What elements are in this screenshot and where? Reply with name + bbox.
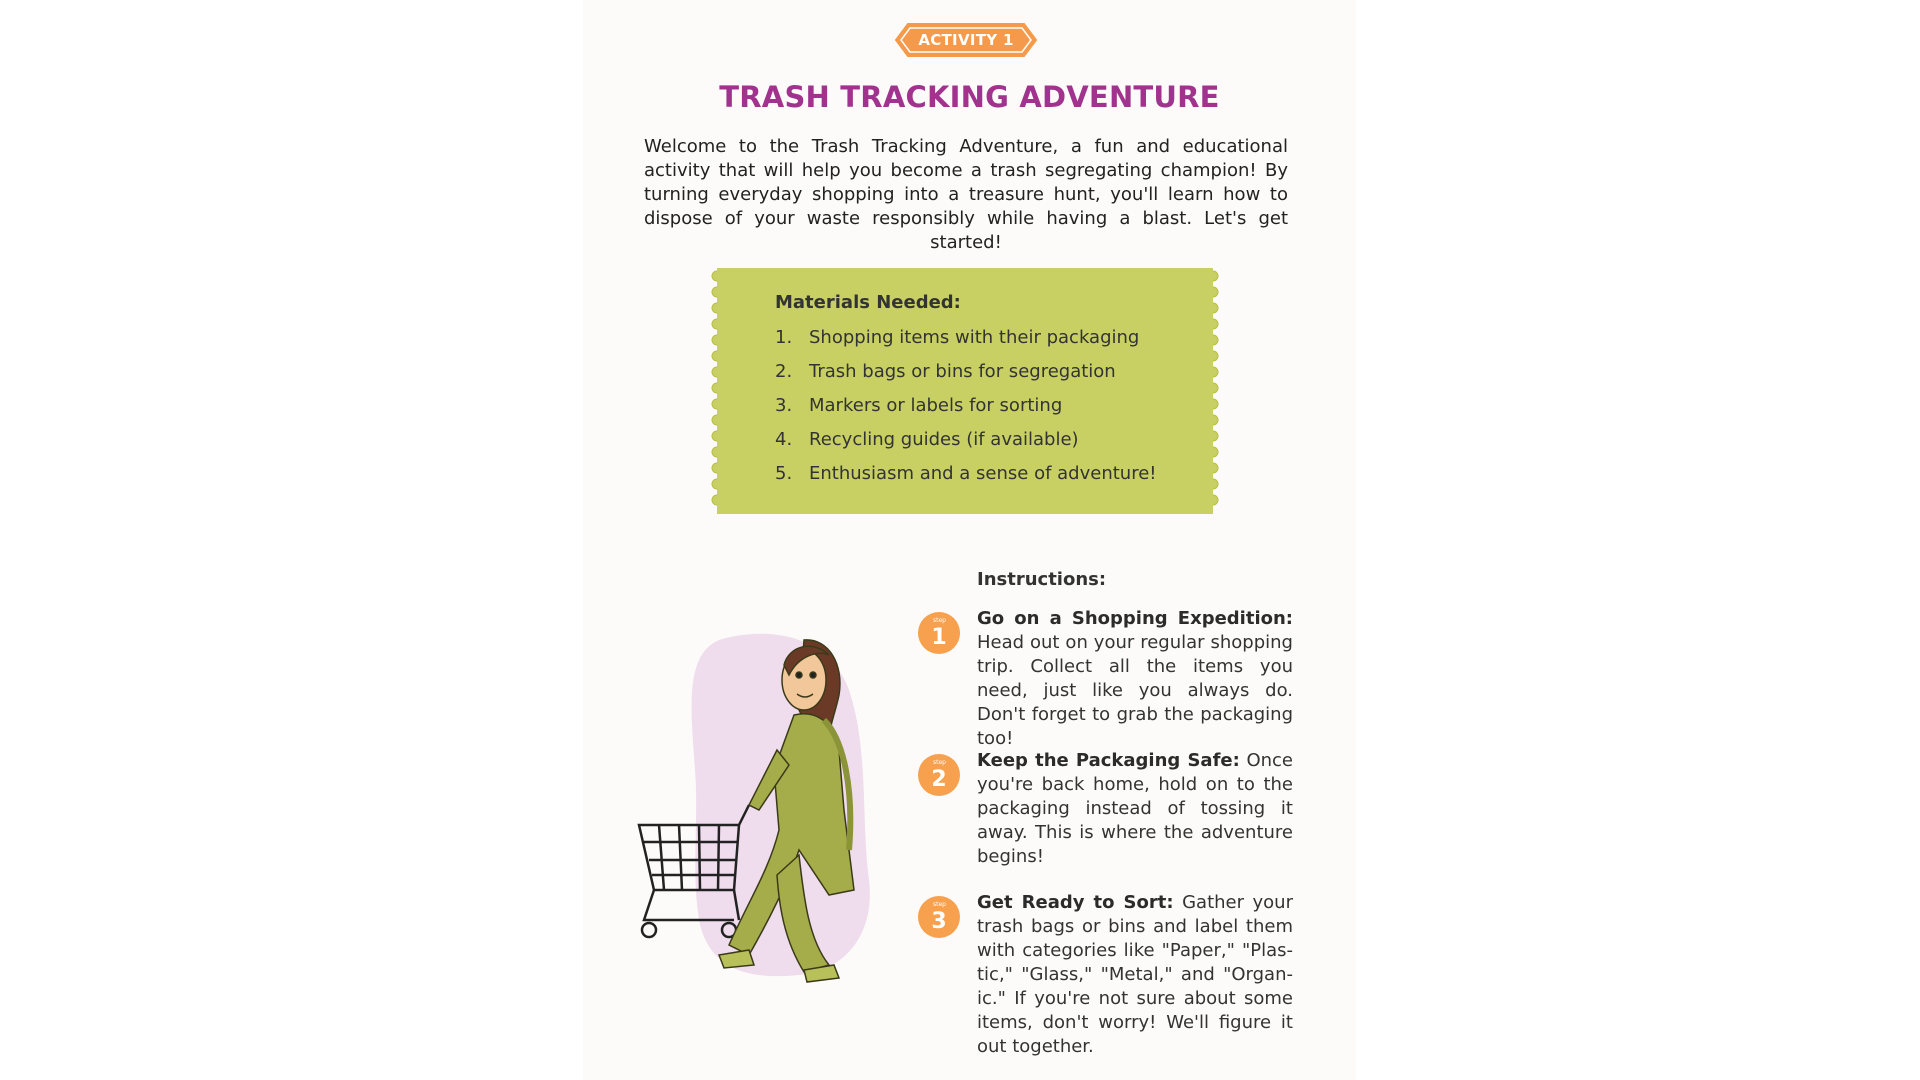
list-item: [775, 360, 1157, 394]
step-number-icon: [917, 753, 961, 797]
list-number: 3.: [775, 395, 793, 416]
list-text: Markers or labels for sorting: [809, 395, 1063, 416]
list-text: Trash bags or bins for segregation: [809, 361, 1116, 382]
list-number: 1.: [775, 327, 793, 348]
step-tag: step: [933, 759, 946, 766]
materials-panel: [711, 268, 1219, 514]
step-title: Go on a Shopping Expedition:: [977, 608, 1293, 629]
step-title: Get Ready to Sort:: [977, 892, 1174, 913]
step-body: Gather your trash bags or bins and label them with categories like "Paper," "Plas-tic," "Glass," "Metal," and "Organ-ic." If you're not sure about some items, don't worry! We'll figure it out together.: [977, 892, 1293, 1057]
woman-with-shopping-cart-illustration: [599, 620, 899, 1000]
step-number: 3: [931, 909, 947, 934]
list-number: 2.: [775, 361, 793, 382]
list-item: [775, 326, 1157, 360]
list-number: 4.: [775, 429, 793, 450]
list-text: Shopping items with their packaging: [809, 327, 1140, 348]
step-body: Head out on your regular shopping trip. Collect all the items you need, just like you always do. Don't forget to grab the packaging too!: [977, 632, 1293, 749]
list-item: [775, 428, 1157, 462]
list-number: 5.: [775, 463, 793, 484]
step-number-icon: [917, 895, 961, 939]
materials-heading: Materials Needed:: [775, 292, 961, 313]
instructions-heading: Instructions:: [977, 569, 1107, 590]
worksheet-page: [583, 0, 1356, 1080]
step-number: 1: [931, 625, 947, 650]
step-tag: step: [933, 617, 946, 624]
step-text: [977, 891, 1293, 1059]
step-text: [977, 607, 1293, 751]
step-number-icon: [917, 611, 961, 655]
list-item: [775, 462, 1157, 496]
page-title: TRASH TRACKING ADVENTURE: [719, 80, 1220, 114]
list-text: Recycling guides (if available): [809, 429, 1079, 450]
intro-paragraph: Welcome to the Trash Tracking Adventure, a fun and educational activity that will help you become a trash segregating champion! By turning everyday shopping into a treasure hunt, you'll learn how to dispose of your waste responsibly while having a blast. Let's get started!: [644, 136, 1288, 253]
step-number: 2: [931, 767, 947, 792]
step-tag: step: [933, 901, 946, 908]
list-item: [775, 394, 1157, 428]
activity-badge-label: ACTIVITY 1: [918, 31, 1014, 49]
step-text: [977, 749, 1293, 869]
step-body: Once you're back home, hold on to the packaging instead of tossing it away. This is where the adventure begins!: [977, 750, 1293, 867]
step-title: Keep the Packaging Safe:: [977, 750, 1240, 771]
materials-list: [775, 326, 1157, 496]
list-text: Enthusiasm and a sense of adventure!: [809, 463, 1157, 484]
activity-badge: [894, 22, 1038, 58]
